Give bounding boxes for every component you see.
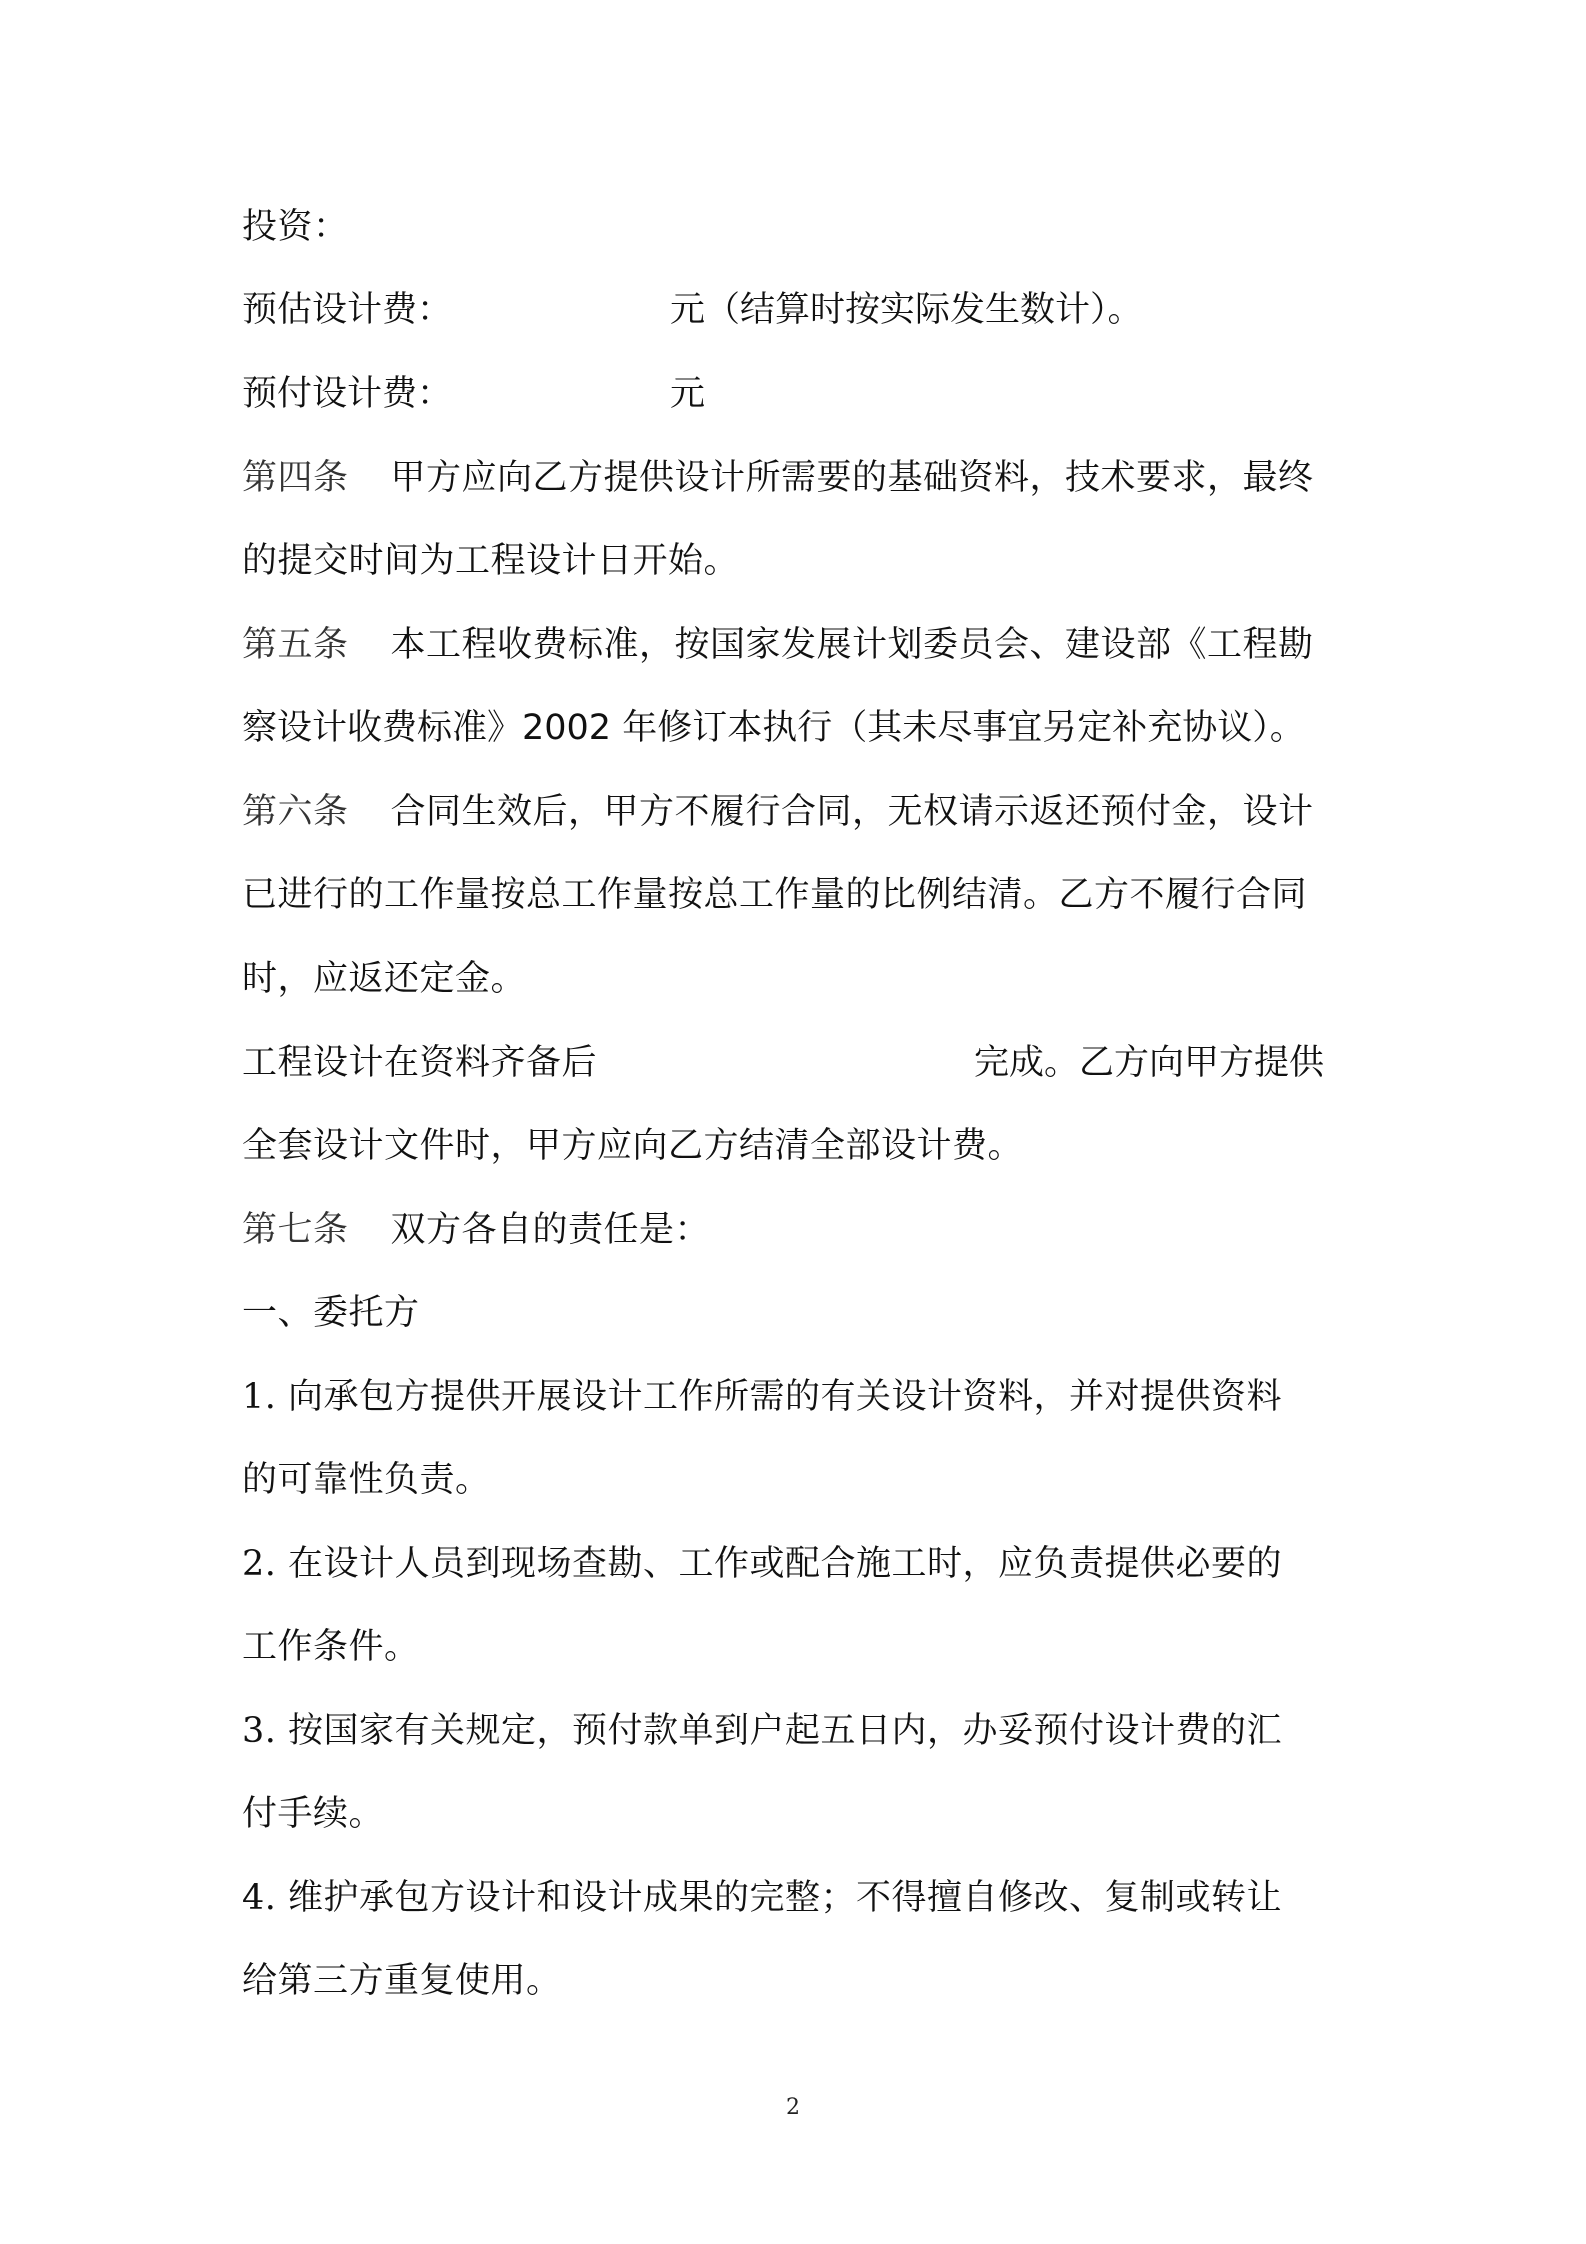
article-5-heading: 第五条 <box>242 625 349 665</box>
item-2-text-1: 在设计人员到现场查勘、工作或配合施工时，应负责提供必要的 <box>288 1544 1283 1584</box>
investment-line: 投资： <box>242 207 349 247</box>
item-2-line-1 <box>242 1539 1282 1589</box>
article-4-line-1 <box>242 453 1314 503</box>
item-3-line-2: 付手续。 <box>242 1794 385 1834</box>
article-6-line-2: 已进行的工作量按总工作量按总工作量的比例结清。乙方不履行合同 <box>242 875 1308 915</box>
item-1-text-1: 向承包方提供开展设计工作所需的有关设计资料，并对提供资料 <box>288 1377 1283 1417</box>
article-6-line-1 <box>242 787 1314 837</box>
item-4-line-2: 给第三方重复使用。 <box>242 1961 562 2001</box>
section-client-heading: 一、委托方 <box>242 1293 420 1333</box>
article-4-line-2: 的提交时间为工程设计日开始。 <box>242 541 740 581</box>
article-7-heading: 第七条 <box>242 1210 349 1250</box>
completion-line-right: 完成。乙方向甲方提供 <box>974 1043 1325 1083</box>
item-1-number: 1. <box>242 1377 277 1417</box>
article-7-line <box>242 1205 710 1255</box>
item-3-line-1 <box>242 1706 1282 1756</box>
estimated-fee-value: 元（结算时按实际发生数计）。 <box>670 290 1143 330</box>
article-5-line-1 <box>242 620 1314 670</box>
item-4-line-1 <box>242 1873 1282 1923</box>
article-6-line-3: 时，应返还定金。 <box>242 959 527 999</box>
article-6-text-1: 合同生效后，甲方不履行合同，无权请示返还预付金，设计 <box>390 792 1314 832</box>
item-1-line-1 <box>242 1372 1282 1422</box>
article-5-text-1: 本工程收费标准，按国家发展计划委员会、建设部《工程勘 <box>390 625 1314 665</box>
item-4-number: 4. <box>242 1878 277 1918</box>
item-4-text-1: 维护承包方设计和设计成果的完整；不得擅自修改、复制或转让 <box>288 1878 1283 1918</box>
article-4-text-1: 甲方应向乙方提供设计所需要的基础资料，技术要求，最终 <box>390 458 1314 498</box>
item-1-line-2: 的可靠性负责。 <box>242 1460 491 1500</box>
article-6-heading: 第六条 <box>242 792 349 832</box>
item-3-text-1: 按国家有关规定，预付款单到户起五日内，办妥预付设计费的汇 <box>288 1711 1283 1751</box>
article-5-line-2: 察设计收费标准》2002 年修订本执行（其未尽事宜另定补充协议）。 <box>242 708 1305 748</box>
article-4-heading: 第四条 <box>242 458 349 498</box>
estimated-fee-label: 预估设计费： <box>242 290 453 330</box>
article-7-text: 双方各自的责任是： <box>390 1210 711 1250</box>
page-number: 2 <box>786 2095 800 2120</box>
prepaid-fee-value: 元 <box>670 374 706 414</box>
completion-line-2: 全套设计文件时，甲方应向乙方结清全部设计费。 <box>242 1126 1024 1166</box>
item-2-number: 2. <box>242 1544 277 1584</box>
prepaid-fee-label: 预付设计费： <box>242 374 453 414</box>
item-3-number: 3. <box>242 1711 277 1751</box>
item-2-line-2: 工作条件。 <box>242 1627 420 1667</box>
completion-line-left: 工程设计在资料齐备后 <box>242 1043 598 1083</box>
